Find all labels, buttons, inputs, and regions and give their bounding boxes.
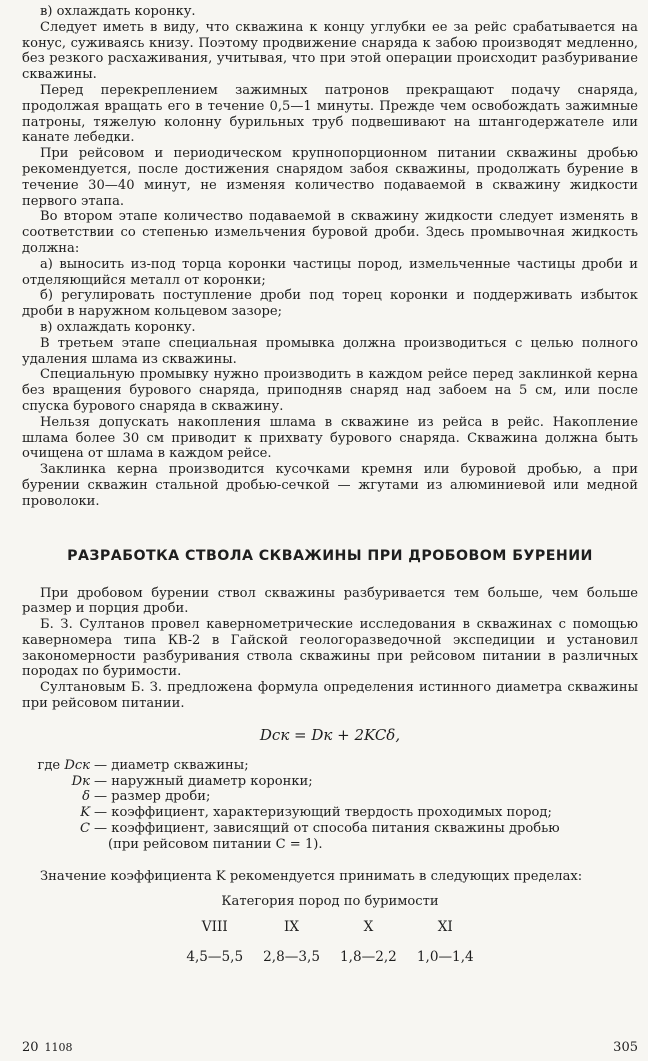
footer-left — [22, 1040, 73, 1055]
paragraph: Нельзя допускать накопления шлама в скважине из рейса в рейс. Накопление шлама более 30 см приводит к прихвату бурового снаряда. Скважина должна быть очищена от шлама в каждом рейсе. — [22, 414, 638, 462]
formula — [22, 726, 638, 744]
legend-symbol: K — [80, 805, 90, 821]
table-caption: Категория пород по буримости — [221, 894, 439, 910]
paragraph: Следует иметь в виду, что скважина к концу углубки ее за рейс срабатывается на конус, суживаясь книзу. Поэтому продвижение снаряда к забою производят медленно, без резкого расхаживания, учитывая, что при этой операции происходит разбуривание скважины. — [22, 19, 638, 83]
legend-symbol: δ — [82, 789, 90, 805]
legend-row — [22, 821, 638, 837]
legend-row — [22, 774, 638, 790]
paragraph: Заклинка керна производится кусочками кремня или буровой дробью, а при бурении скважин стальной дробью-сечкой — жгутами из алюминиевой или медной проволоки. — [22, 462, 638, 509]
paragraph: Перед перекреплением зажимных патронов прекращают подачу снаряда, продолжая вращать его в течение 0,5—1 минуты. Прежде чем освобождать зажимные патроны, тяжелую колонну бурильных труб подвешивают на штангодержателе или канате лебедки. — [22, 82, 638, 146]
formula-text: Dск = Dк + 2KCδ, — [259, 725, 401, 744]
table-header-row — [176, 917, 483, 947]
section-heading: РАЗРАБОТКА СТВОЛА СКВАЖИНЫ ПРИ ДРОБОВОМ БУРЕНИИ — [67, 547, 593, 564]
paragraph: Специальную промывку нужно производить в каждом рейсе перед заклинкой керна без вращения бурового снаряда, приподняв снаряд над забоем на 5 см, или после спуска бурового снаряда в скважину. — [22, 367, 638, 414]
legend-row — [22, 837, 638, 853]
table-row — [176, 947, 483, 967]
table-category: XI — [437, 919, 453, 936]
paragraph: Во втором этапе количество подаваемой в скважину жидкости следует изменять в соответствии со степенью измельчения буровой дроби. Здесь промывочная жидкость должна: — [22, 209, 638, 256]
paragraph: а) выносить из-под торца коронки частицы пород, измельченные частицы дроби и отделяющийся металл от коронки; — [22, 256, 638, 288]
legend-description: — размер дроби; — [94, 789, 211, 805]
paragraph: в) охлаждать коронку. — [40, 4, 196, 19]
table-value: 2,8—3,5 — [263, 949, 320, 966]
page-footer — [22, 1040, 638, 1055]
formula-legend — [22, 758, 638, 853]
paragraph: В третьем этапе специальная промывка должна производиться с целью полного удаления шлама из скважины. — [22, 335, 638, 367]
coefficient-table — [176, 894, 483, 967]
table-value: 4,5—5,5 — [186, 949, 244, 966]
page-number: 305 — [613, 1040, 638, 1055]
print-signature: 1108 — [44, 1041, 73, 1054]
table-category: X — [363, 919, 374, 936]
paragraph: При дробовом бурении ствол скважины разбуривается тем больше, чем больше размер и порция дроби. — [22, 585, 638, 617]
legend-description: — коэффициент, характеризующий твердость проходимых пород; — [94, 805, 552, 821]
table-category: IX — [284, 919, 300, 936]
paragraph: б) регулировать поступление дроби под торец коронки и поддерживать избыток дроби в наружном кольцевом зазоре; — [22, 288, 638, 320]
legend-row — [22, 758, 638, 774]
paragraph: в) охлаждать коронку. — [40, 319, 196, 335]
legend-description: — наружный диаметр коронки; — [94, 773, 313, 789]
table-value: 1,8—2,2 — [340, 949, 397, 966]
paragraph: Значение коэффициента K рекомендуется принимать в следующих пределах: — [40, 868, 583, 884]
paragraph: Султановым Б. З. предложена формула определения истинного диаметра скважины при рейсовом питании. — [22, 680, 638, 712]
mid-text — [22, 586, 638, 712]
legend-symbol: где Dск — [37, 757, 90, 773]
legend-continuation: (при рейсовом питании С = 1). — [108, 836, 323, 852]
legend-description: — коэффициент, зависящий от способа питания скважины дробью — [94, 821, 560, 837]
paragraph: При рейсовом и периодическом крупнопорционном питании скважины дробью рекомендуется, после достижения снарядом забоя скважины, продолжать бурение в течение 30—40 минут, не изменяя количество подаваемой в скважину жидкости первого этапа. — [22, 146, 638, 209]
legend-symbol: C — [79, 821, 90, 837]
legend-description: — диаметр скважины; — [94, 757, 249, 773]
paragraph: Б. З. Султанов провел кавернометрические исследования в скважинах с помощью каверномера типа КВ-2 в Гайской геологоразведочной экспедиции и установил закономерности разбуривания ствола скважины при рейсовом питании в различных породах по буримости. — [22, 617, 638, 680]
legend-symbol: Dк — [71, 773, 90, 789]
legend-row — [22, 805, 638, 821]
sheet-number: 20 — [22, 1040, 39, 1055]
legend-intro: где — [37, 757, 61, 773]
table-category: VIII — [201, 919, 228, 936]
top-text — [22, 4, 638, 510]
legend-row — [22, 789, 638, 805]
table-value: 1,0—1,4 — [416, 949, 474, 966]
